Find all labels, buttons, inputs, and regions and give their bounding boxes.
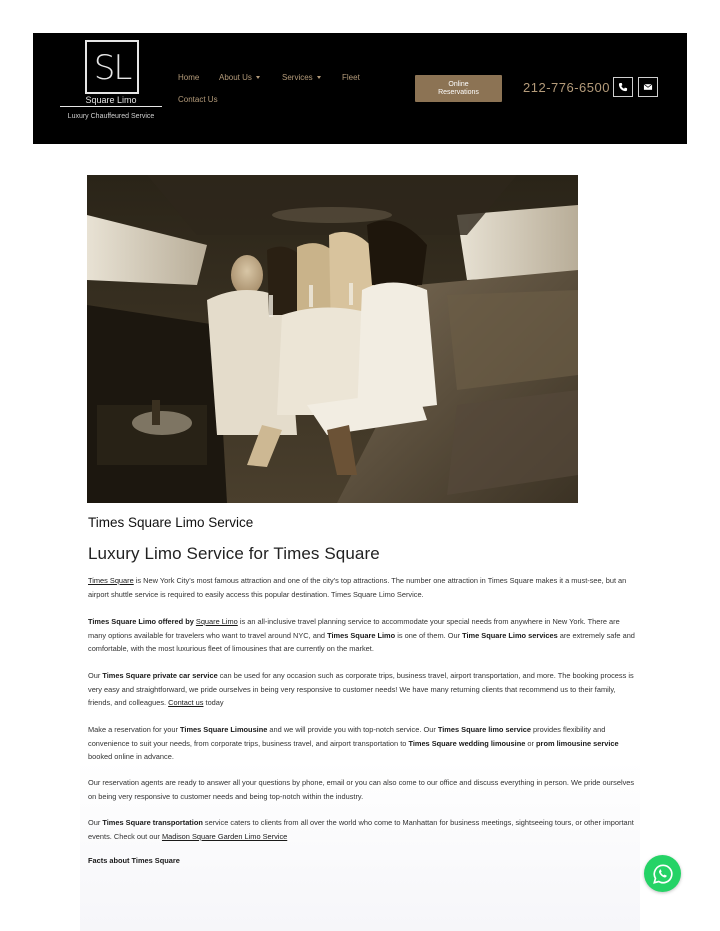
- brand-tagline: Luxury Chauffeured Service: [67, 113, 155, 120]
- nav-about-label: About Us: [219, 73, 252, 82]
- envelope-icon: [643, 82, 653, 92]
- page-title: Luxury Limo Service for Times Square: [88, 544, 380, 563]
- whatsapp-button[interactable]: [644, 855, 681, 892]
- p2-bold-2: Times Square Limo: [327, 630, 396, 640]
- p4-bold-3: Times Square wedding limousine: [408, 738, 526, 748]
- p3-bold-1: Times Square private car service: [102, 671, 218, 680]
- p4-text-1: and we will provide you with top-notch service. Our: [267, 725, 438, 734]
- logo-divider: [60, 106, 162, 107]
- p6-text-1: service caters to clients from all over the world who come to Manhattan for business meetings, sightseeing tours, or other important events. Check out our: [88, 818, 634, 841]
- paragraph-reservation: [88, 723, 636, 764]
- online-reservations-button[interactable]: [415, 75, 502, 102]
- nav-home[interactable]: Home: [178, 73, 200, 82]
- paragraph-agents: [88, 776, 636, 803]
- p2-text-1: is an all-inclusive travel planning service to accommodate your special needs from anywhere in New York. There are many options available for travelers who want to travel around NYC, and: [88, 617, 620, 640]
- site-header: [33, 33, 687, 144]
- chevron-down-icon: [256, 76, 260, 79]
- paragraph-offered-by: [88, 615, 636, 656]
- p4-text-0: Make a reservation for your: [88, 725, 181, 734]
- p4-text-4: booked online in advance.: [88, 752, 174, 761]
- hero-image: [87, 175, 578, 503]
- phone-icon: [618, 82, 628, 92]
- p3-text-0: Our: [88, 671, 103, 680]
- limo-interior-photo: [87, 175, 578, 503]
- chevron-down-icon: [317, 76, 321, 79]
- paragraph-transportation: [88, 816, 636, 843]
- square-limo-link[interactable]: Square Limo: [195, 617, 238, 626]
- p2-text-2: is one of them. Our: [395, 630, 463, 640]
- madison-square-garden-link[interactable]: Madison Square Garden Limo Service: [161, 831, 288, 841]
- email-button[interactable]: [638, 77, 658, 97]
- nav-about[interactable]: [219, 73, 260, 82]
- reserve-label-line2: Reservations: [438, 89, 479, 96]
- brand-name[interactable]: Square Limo: [85, 95, 137, 105]
- facts-heading: Facts about Times Square: [88, 856, 180, 865]
- nav-contact[interactable]: Contact Us: [178, 95, 218, 104]
- whatsapp-icon: [652, 863, 674, 885]
- nav-services[interactable]: [282, 73, 321, 82]
- nav-services-label: Services: [282, 73, 313, 82]
- p4-bold-2: Times Square limo service: [437, 725, 531, 734]
- p5-text: Our reservation agents are ready to answer all your questions by phone, email or you can also come to our office and discuss everything in person. We pride ourselves on being very responsive to customer needs and being top-notch within the industry.: [88, 778, 635, 801]
- p2-bold-1: Times Square Limo offered by: [88, 617, 194, 626]
- nav-fleet[interactable]: Fleet: [342, 73, 360, 82]
- contact-us-link[interactable]: Contact us: [168, 698, 204, 707]
- p2-text-3: are extremely safe and comfortable, with the most luxurious fleet of limousines that are currently on the market.: [88, 630, 635, 653]
- p3-text-1: can be used for any occasion such as corporate trips, business travel, airport transportation, and more. The booking process is very easy and straightforward, we pride ourselves in being very responsive to customer needs! We have many returning clients that recommend us to their family, friends, and colleagues.: [88, 671, 634, 707]
- logo[interactable]: [85, 40, 139, 94]
- content-area: [80, 505, 640, 931]
- p1-text: is New York City’s most famous attraction and one of the city’s top attractions. The number one attraction in Times Square makes it a must-see, but an airport shuttle service is required to easily access this popular destination. Times Square Limo Service.: [88, 576, 627, 599]
- logo-monogram: SL: [93, 48, 131, 88]
- phone-number[interactable]: 212-776-6500: [523, 80, 610, 95]
- p4-bold-4: prom limousine service: [536, 738, 619, 748]
- phone-button[interactable]: [613, 77, 633, 97]
- paragraph-private-car: [88, 669, 636, 710]
- p6-text-0: Our: [88, 818, 103, 827]
- p2-bold-3: Time Square Limo services: [462, 630, 558, 640]
- paragraph-intro: [88, 574, 636, 601]
- p4-bold-1: Times Square Limousine: [180, 725, 268, 734]
- p4-text-3: or: [525, 738, 537, 748]
- p6-bold-1: Times Square transportation: [102, 818, 203, 827]
- p3-text-2: today: [203, 698, 224, 707]
- p4-text-2: provides flexibility and convenience to suit your needs, from corporate trips, business travel, and airport transportation to: [88, 725, 606, 748]
- reserve-label-line1: Online: [448, 81, 469, 88]
- page-subtitle: Times Square Limo Service: [88, 515, 254, 530]
- times-square-link[interactable]: Times Square: [88, 576, 134, 585]
